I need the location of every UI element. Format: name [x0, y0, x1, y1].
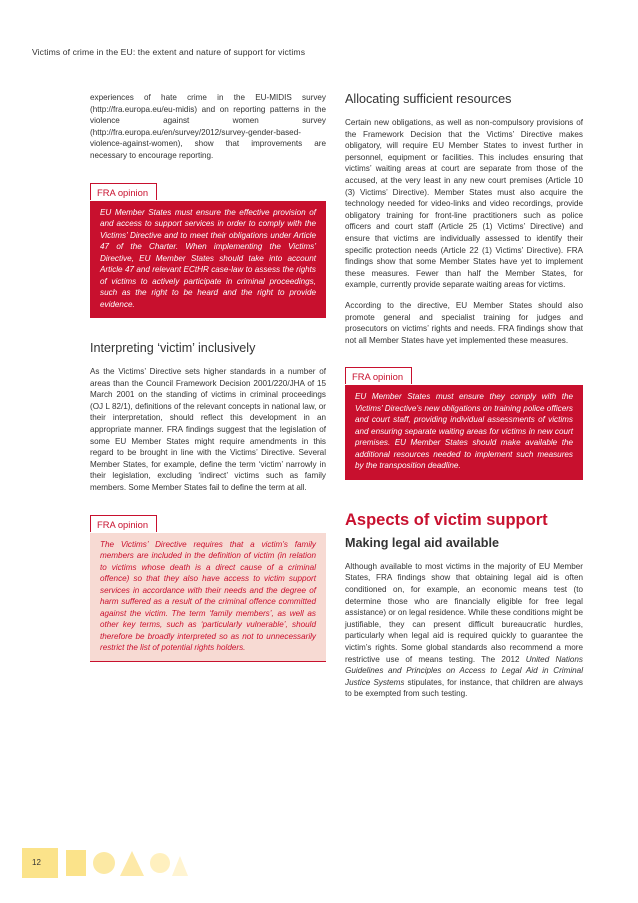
section-heading-resources: Allocating sufficient resources [345, 92, 512, 106]
footer-shape [120, 851, 144, 876]
running-header: Victims of crime in the EU: the extent and nature of support for victims [32, 47, 306, 57]
footer-shape [150, 853, 170, 873]
fra-opinion-text: EU Member States must ensure the effective provision of and access to support services in order to comply with the Victims’ Directive and to meet their obligations under Article 47 of the Charter. When implementing the Victims’ Directive, EU Member States should take into account Article 47 and relevant ECtHR case-law to assess the rights of victims to actively participate in criminal proceedings, such as the right to be heard and the right to provide evidence. [90, 201, 326, 319]
page-number: 12 [32, 858, 41, 867]
footer-shape [93, 852, 115, 874]
legal-aid-text: Although available to most victims in the majority of EU Member States, FRA findings show that obtaining legal aid is often conditioned on, for example, an economic means test (to determine those who are financially eligible for free legal assistance) or on legal residence. While these conditions might be justifiable, they can present difficult bureaucratic hurdles, particularly when legal aid is required quickly to guarantee the victim’s rights. Some global standards also recommend a more restrictive use of means testing. The 2012 [345, 561, 584, 664]
fra-opinion-text: EU Member States must ensure they comply with the Victims’ Directive’s new obligations on training police officers and court staff, providing individual assessments of victims and ensuring separate waiting areas for victims in new court premises. EU Member States should make available the additional resources needed to implement such measures by the transposition deadline. [345, 385, 583, 480]
footer-shape [66, 850, 86, 876]
fra-opinion-box-2 [90, 515, 326, 662]
fra-opinion-text: The Victims’ Directive requires that a victim’s family members are included in the definition of victim (in relation to victims whose death is a direct cause of a criminal offence) so that they also have access to victim support services in accordance with their needs and the degree of harm suffered as a result of the criminal offence committed against the victim. The term ‘family members’, as well as other key terms, such as ‘particularly vulnerable’, should therefore be broadly interpreted so as not to unnecessarily restrict the list of potential rights holders. [90, 533, 326, 662]
chapter-heading: Aspects of victim support [345, 510, 548, 529]
fra-opinion-tab: FRA opinion [345, 367, 412, 384]
right-column [345, 92, 583, 700]
fra-opinion-box-3 [345, 367, 583, 480]
fra-opinion-tab: FRA opinion [90, 515, 157, 532]
legal-aid-citation: United Nations Guidelines and Principles on Access to Legal Aid in Criminal Justice Systems [345, 654, 583, 687]
footer-shape [172, 856, 188, 876]
resources-paragraph-1: Certain new obligations, as well as non-compulsory provisions of the Framework Decision that the Victims’ Directive makes obligatory, will require EU Member States to invest further in personnel, equipment or facilities. This includes ensuring that victims’ waiting areas at court are separate from those of the accused, at the very least in any new court premises (Article 10 (3) Victims’ Directive). Member States must also acquire the technology needed for video-links and video recordings, provide obligatory training for front-line practitioners such as police officers and court staff (Article 25 (1) Victims’ Directive) and ensure that victims are individually assessed to identify their specific protection needs (Article 22 (1) Victims’ Directive). FRA findings show that some Member States have yet to implement these measures. Fewer than half the Member States, for example, currently provide separate waiting areas for victims. [345, 118, 583, 290]
section-heading-victim: Interpreting ‘victim’ inclusively [90, 341, 256, 356]
intro-paragraph: experiences of hate crime in the EU-MIDIS survey (http://fra.europa.eu/eu-midis) and on reporting patterns in the violence against women survey (http://fra.europa.eu/en/survey/2012/survey-gender-based-violence-against-women), show that improvements are necessary to encourage reporting. [90, 93, 326, 160]
footer-decoration [22, 848, 192, 878]
fra-opinion-box-1 [90, 183, 326, 319]
legal-aid-paragraph [345, 561, 583, 700]
sub-heading-legal-aid: Making legal aid available [345, 535, 499, 550]
section-paragraph-victim: As the Victims’ Directive sets higher standards in a number of areas than the Council Framework Decision 2001/220/JHA of 15 March 2001 on the standing of victims in criminal proceedings (OJ L 82/1), definitions of the relevant concepts in national law, or their interpretation, should reflect this development in an appropriate manner. FRA findings suggest that the legislation of some EU Member States might require amendments in this regard to be brought in line with the Victims’ Directive. Several Member States, for example, define the term ‘victim’ narrowly in their legislation, excluding ‘indirect’ victims such as family members. Some Member States fail to define the term at all. [90, 367, 326, 492]
resources-paragraph-2: According to the directive, EU Member States should also promote general and specialist training for judges and prosecutors on victims’ rights and needs. FRA findings show that not all Member States have yet implemented these measures. [345, 300, 583, 345]
legal-aid-text-tail: stipulates, for instance, that children are always to be exempted from such testing. [345, 677, 583, 699]
fra-opinion-tab: FRA opinion [90, 183, 157, 200]
left-column [90, 92, 326, 662]
